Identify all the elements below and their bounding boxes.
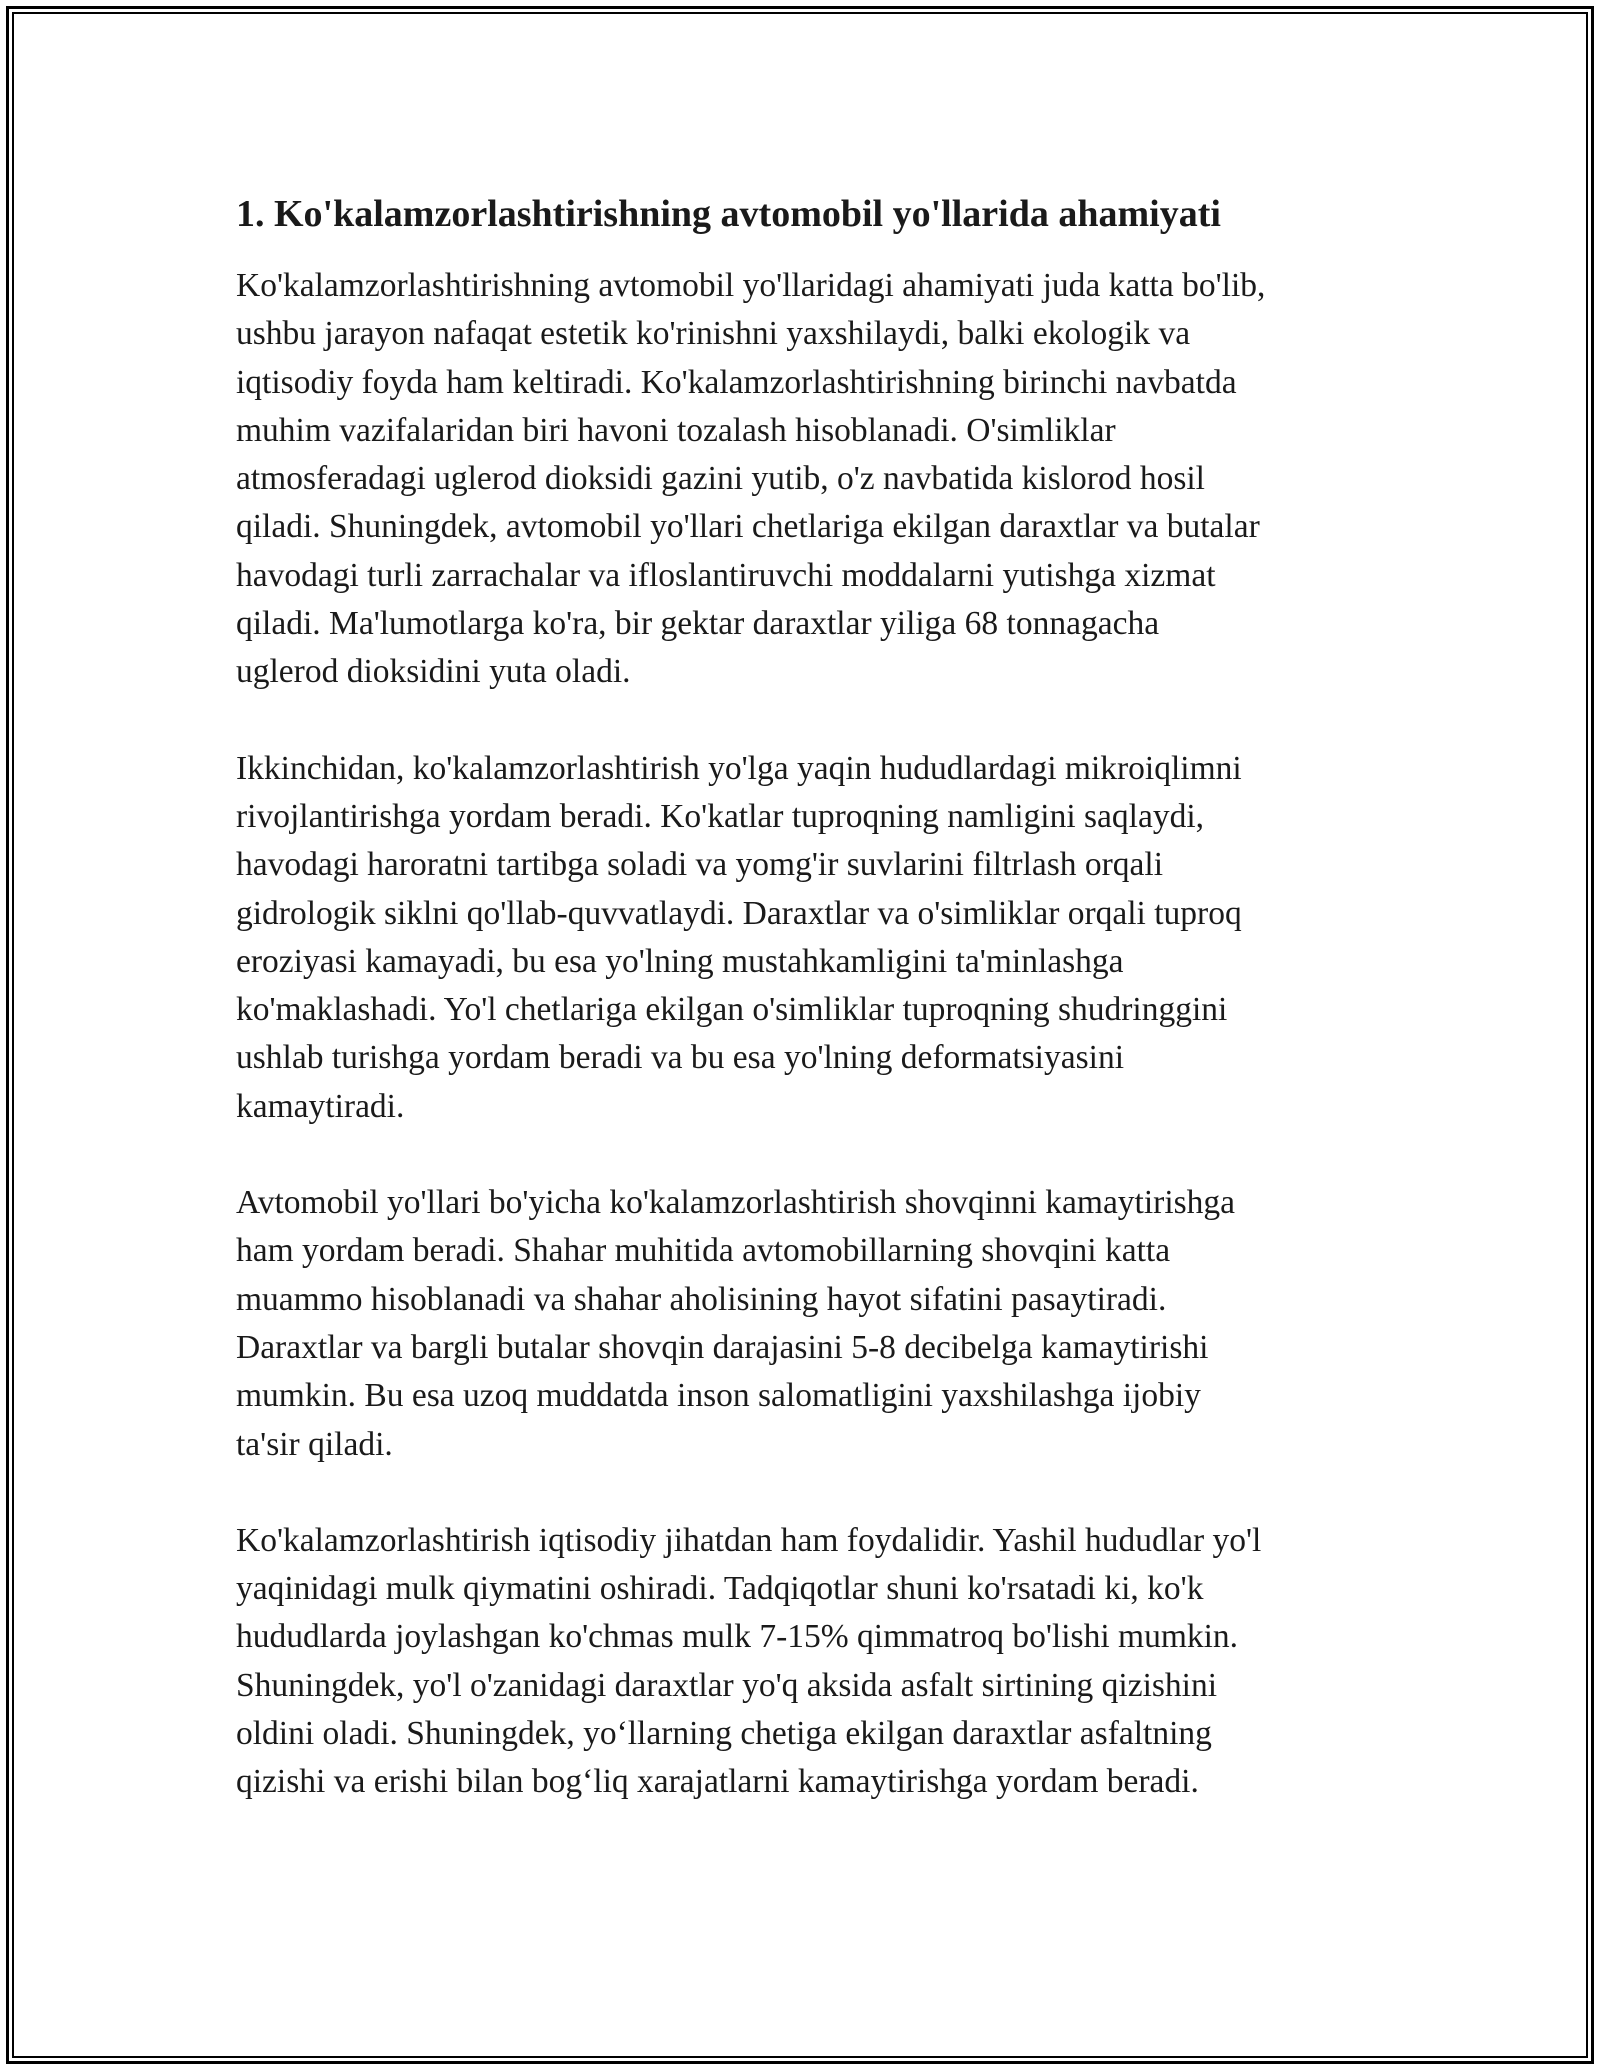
paragraph-4 (236, 1517, 1376, 1807)
paragraph-line: havodagi turli zarrachalar va ifloslantiruvchi moddalarni yutishga xizmat (236, 556, 1216, 594)
paragraph-line: ushbu jarayon nafaqat estetik ko'rinishni yaxshilaydi, balki ekologik va (236, 315, 1191, 353)
paragraph-line: gidrologik siklni qo'llab-quvvatlaydi. Daraxtlar va o'simliklar orqali tuproq (236, 894, 1242, 932)
paragraph-line: eroziyasi kamayadi, bu esa yo'lning mustahkamligini ta'minlashga (236, 942, 1124, 980)
paragraph-line: rivojlantirishga yordam beradi. Ko'katlar tuproqning namligini saqlaydi, (236, 797, 1205, 835)
paragraph-line: ta'sir qiladi. (236, 1425, 393, 1463)
paragraph-1 (236, 262, 1376, 697)
paragraph-line: kamaytiradi. (236, 1087, 405, 1125)
section-heading: 1. Ko'kalamzorlashtirishning avtomobil yo'llarida ahamiyati (236, 193, 1221, 235)
paragraph-line: qiladi. Shuningdek, avtomobil yo'llari chetlariga ekilgan daraxtlar va butalar (236, 508, 1260, 546)
paragraph-2 (236, 745, 1376, 1131)
paragraph-line: hududlarda joylashgan ko'chmas mulk 7-15% qimmatroq bo'lishi mumkin. (236, 1618, 1239, 1656)
paragraph-line: Avtomobil yo'llari bo'yicha ko'kalamzorlashtirish shovqinni kamaytirishga (236, 1184, 1236, 1222)
paragraph-line: Ikkinchidan, ko'kalamzorlashtirish yo'lga yaqin hududlardagi mikroiqlimni (236, 749, 1242, 787)
paragraph-line: Ko'kalamzorlashtirish iqtisodiy jihatdan ham foydalidir. Yashil hududlar yo'l (236, 1521, 1262, 1559)
paragraph-line: muammo hisoblanadi va shahar aholisining hayot sifatini pasaytiradi. (236, 1280, 1167, 1318)
paragraph-line: havodagi haroratni tartibga soladi va yomg'ir suvlarini filtrlash orqali (236, 846, 1164, 884)
paragraph-line: uglerod dioksidini yuta oladi. (236, 653, 631, 691)
paragraph-line: Daraxtlar va bargli butalar shovqin darajasini 5-8 decibelga kamaytirishi (236, 1328, 1209, 1366)
paragraph-3 (236, 1179, 1376, 1469)
paragraph-line: qizishi va erishi bilan bog‘liq xarajatlarni kamaytirishga yordam beradi. (236, 1763, 1199, 1801)
paragraph-line: muhim vazifalaridan biri havoni tozalash hisoblanadi. O'simliklar (236, 411, 1116, 449)
paragraph-line: oldini oladi. Shuningdek, yo‘llarning chetiga ekilgan daraxtlar asfaltning (236, 1715, 1212, 1753)
paragraph-line: atmosferadagi uglerod dioksidi gazini yutib, o'z navbatida kislorod hosil (236, 460, 1205, 498)
paragraph-line: ham yordam beradi. Shahar muhitida avtomobillarning shovqini katta (236, 1232, 1171, 1270)
paragraph-line: ushlab turishga yordam beradi va bu esa yo'lning deformatsiyasini (236, 1039, 1124, 1077)
paragraph-line: iqtisodiy foyda ham keltiradi. Ko'kalamzorlashtirishning birinchi navbatda (236, 363, 1237, 401)
paragraph-line: qiladi. Ma'lumotlarga ko'ra, bir gektar daraxtlar yiliga 68 tonnagacha (236, 605, 1160, 643)
document-body (236, 186, 1376, 1855)
paragraph-line: mumkin. Bu esa uzoq muddatda inson salomatligini yaxshilashga ijobiy (236, 1377, 1201, 1415)
paragraph-line: ko'maklashadi. Yo'l chetlariga ekilgan o'simliklar tuproqning shudringgini (236, 991, 1228, 1029)
paragraph-line: yaqinidagi mulk qiymatini oshiradi. Tadqiqotlar shuni ko'rsatadi ki, ko'k (236, 1570, 1204, 1608)
paragraph-line: Ko'kalamzorlashtirishning avtomobil yo'llaridagi ahamiyati juda katta bo'lib, (236, 267, 1266, 304)
paragraph-line: Shuningdek, yo'l o'zanidagi daraxtlar yo'q aksida asfalt sirtining qizishini (236, 1666, 1218, 1704)
